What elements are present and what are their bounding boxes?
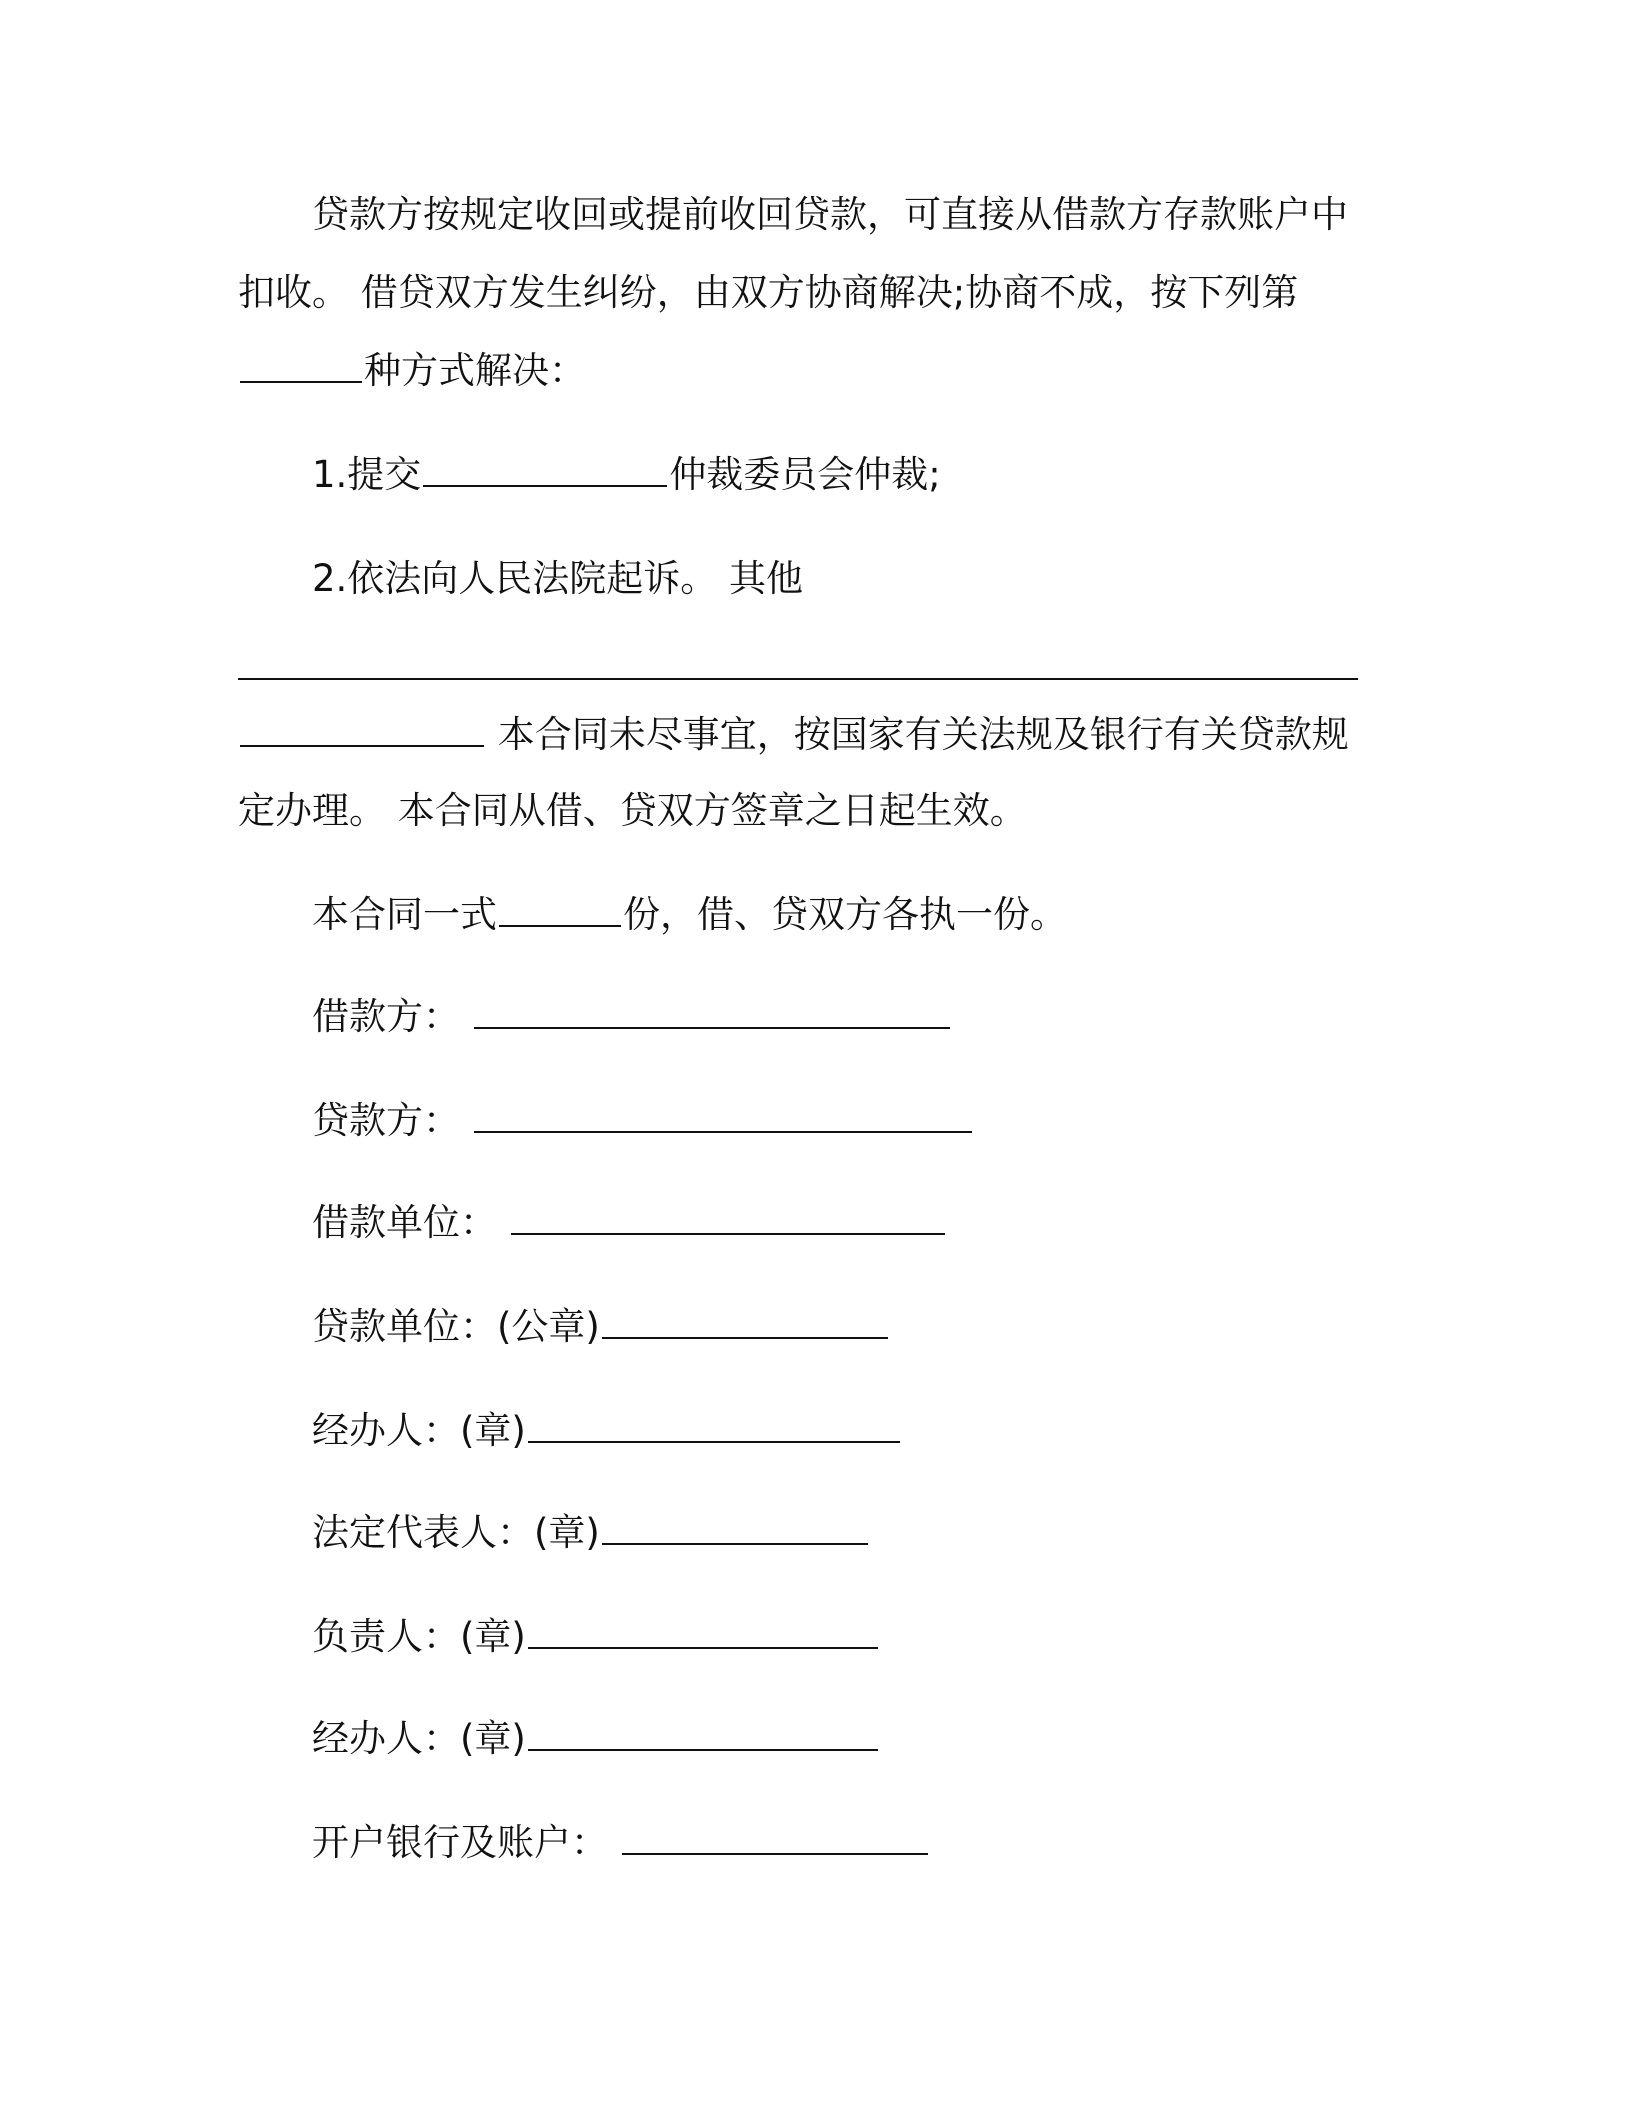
signature-label: 借款单位： xyxy=(312,1201,497,1244)
paragraph-1-line-2 xyxy=(238,270,1298,316)
signature-legal-representative xyxy=(312,1510,870,1556)
signature-label: 贷款单位：(公章) xyxy=(312,1305,600,1348)
signature-blank xyxy=(528,1719,878,1751)
signature-blank xyxy=(528,1617,878,1649)
option-2-text: 2.依法向人民法院起诉。 其他 xyxy=(312,557,804,600)
signature-lender xyxy=(312,1098,974,1144)
copies-count-blank xyxy=(499,895,621,927)
signature-blank xyxy=(602,1307,888,1339)
paragraph-1-text-3: 种方式解决： xyxy=(364,349,586,392)
signature-blank xyxy=(528,1411,900,1443)
other-terms-blank-line xyxy=(238,678,1358,680)
paragraph-2-line-1 xyxy=(238,712,1349,758)
paragraph-1-text-2: 扣收。 借贷双方发生纠纷，由双方协商解决;协商不成，按下列第 xyxy=(238,271,1299,314)
signature-label: 借款方： xyxy=(312,995,460,1038)
signature-handler-2 xyxy=(312,1716,880,1762)
signature-blank xyxy=(474,1101,972,1133)
signature-bank-account xyxy=(312,1820,930,1866)
signature-blank xyxy=(602,1513,868,1545)
signature-label: 贷款方： xyxy=(312,1099,460,1142)
dispute-method-blank xyxy=(240,351,362,383)
signature-blank xyxy=(622,1823,928,1855)
copies-prefix: 本合同一式 xyxy=(312,893,497,936)
signature-lending-unit xyxy=(312,1304,890,1350)
signature-label: 经办人：(章) xyxy=(312,1409,526,1452)
paragraph-2-text-1: 本合同未尽事宜，按国家有关法规及银行有关贷款规 xyxy=(497,713,1349,756)
paragraph-2-line-2 xyxy=(238,788,1027,834)
signature-label: 经办人：(章) xyxy=(312,1717,526,1760)
arbitration-committee-blank xyxy=(423,455,667,487)
paragraph-1-line-3 xyxy=(238,348,586,394)
paragraph-1-text-1: 贷款方按规定收回或提前收回贷款，可直接从借款方存款账户中 xyxy=(312,193,1348,236)
signature-borrower xyxy=(312,994,952,1040)
signature-label: 开户银行及账户： xyxy=(312,1821,608,1864)
signature-label: 负责人：(章) xyxy=(312,1615,526,1658)
option-2-line xyxy=(312,556,803,602)
signature-label: 法定代表人：(章) xyxy=(312,1511,600,1554)
copies-line xyxy=(312,892,1067,938)
signature-blank xyxy=(511,1203,945,1235)
copies-suffix: 份，借、贷双方各执一份。 xyxy=(623,893,1067,936)
signature-person-in-charge xyxy=(312,1614,880,1660)
option-1-suffix: 仲裁委员会仲裁; xyxy=(669,453,941,496)
option-1-prefix: 1.提交 xyxy=(312,453,422,496)
signature-borrowing-unit xyxy=(312,1200,947,1246)
paragraph-2-text-2: 定办理。 本合同从借、贷双方签章之日起生效。 xyxy=(238,789,1027,832)
other-terms-blank-continued xyxy=(240,715,484,747)
signature-blank xyxy=(474,997,950,1029)
paragraph-1-line-1 xyxy=(312,192,1348,238)
option-1-line xyxy=(312,452,941,498)
signature-handler-1 xyxy=(312,1408,902,1454)
